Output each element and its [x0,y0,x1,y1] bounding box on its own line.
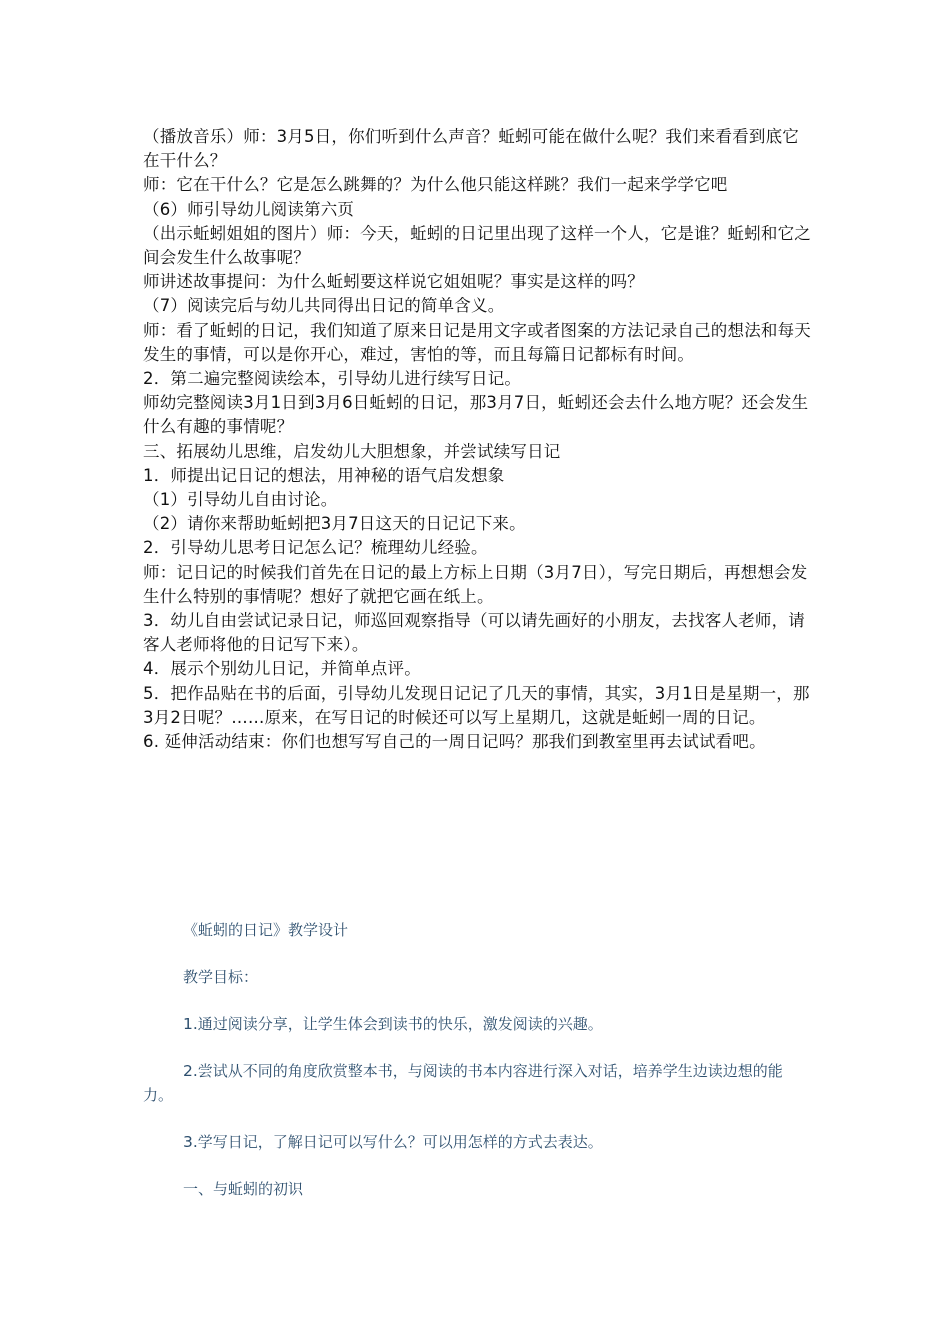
lesson-plan-continuation [143,125,811,754]
paragraph: （1）引导幼儿自由讨论。 [143,490,338,510]
paragraph: 5．把作品贴在书的后面，引导幼儿发现日记记了几天的事情，其实，3月1日是星期一，那3月2日呢？……原来，在写日记的时候还可以写上星期几，这就是蚯蚓一周的日记。 [143,683,810,727]
paragraph: 师：它在干什么？它是怎么跳舞的？为什么他只能这样跳？我们一起来学学它吧 [143,175,728,195]
paragraph: （7）阅读完后与幼儿共同得出日记的简单含义。 [143,296,505,316]
paragraph: 3．幼儿自由尝试记录日记，师巡回观察指导（可以请先画好的小朋友，去找客人老师，请客人老师将他的日记写下来）。 [143,611,805,655]
paragraph: 4．展示个别幼儿日记，并简单点评。 [143,659,421,679]
section-heading: 三、拓展幼儿思维，启发幼儿大胆想象，并尝试续写日记 [143,441,561,461]
objective-text: 学写日记，了解日记可以写什么？可以用怎样的方式去表达。 [197,1133,603,1151]
paragraph: 6. 延伸活动结束：你们也想写写自己的一周日记吗？那我们到教室里再去试试看吧。 [143,732,766,752]
objective-text: 尝试从不同的角度欣赏整本书，与阅读的书本内容进行深入对话，培养学生边读边想的能力。 [143,1062,783,1104]
objective-number: 1. [183,1015,198,1033]
paragraph: （6）师引导幼儿阅读第六页 [143,199,355,219]
paragraph: （出示蚯蚓姐姐的图片）师：今天，蚯蚓的日记里出现了这样一个人，它是谁？蚯蚓和它之间会发生什么故事呢？ [143,223,811,268]
paragraph: 2．引导幼儿思考日记怎么记？梳理幼儿经验。 [143,538,488,558]
objective-number: 2. [183,1062,198,1080]
paragraph: 1．师提出记日记的想法，用神秘的语气启发想象 [143,465,505,485]
paragraph: 2．第二遍完整阅读绘本，引导幼儿进行续写日记。 [143,369,522,389]
objective-text: 通过阅读分享，让学生体会到读书的快乐，激发阅读的兴趣。 [197,1015,603,1033]
objectives-heading: 教学目标： [183,968,259,986]
objective-item [143,1130,811,1154]
objective-number: 3. [183,1133,198,1151]
paragraph: 师：看了蚯蚓的日记，我们知道了原来日记是用文字或者图案的方法记录自己的想法和每天发生的事情，可以是你开心，难过，害怕的等，而且每篇日记都标有时间。 [143,320,811,364]
objective-item [143,1012,811,1036]
objective-item [143,1059,811,1107]
document-title: 《蚯蚓的日记》教学设计 [183,921,349,939]
paragraph: 师：记日记的时候我们首先在日记的最上方标上日期（3月7日），写完日期后，再想想会发生什么特别的事情呢？想好了就把它画在纸上。 [143,562,808,606]
paragraph: （2）请你来帮助蚯蚓把3月7日这天的日记记下来。 [143,514,526,534]
section-heading: 一、与蚯蚓的初识 [183,1180,304,1198]
paragraph: 师幼完整阅读3月1日到3月6日蚯蚓的日记，那3月7日，蚯蚓还会去什么地方呢？还会发生什么有趣的事情呢？ [143,393,809,437]
teaching-design-section [143,918,811,1201]
paragraph: （播放音乐）师：3月5日，你们听到什么声音？蚯蚓可能在做什么呢？我们来看看到底它在干什么？ [143,127,799,171]
paragraph: 师讲述故事提问：为什么蚯蚓要这样说它姐姐呢？事实是这样的吗？ [143,272,644,292]
